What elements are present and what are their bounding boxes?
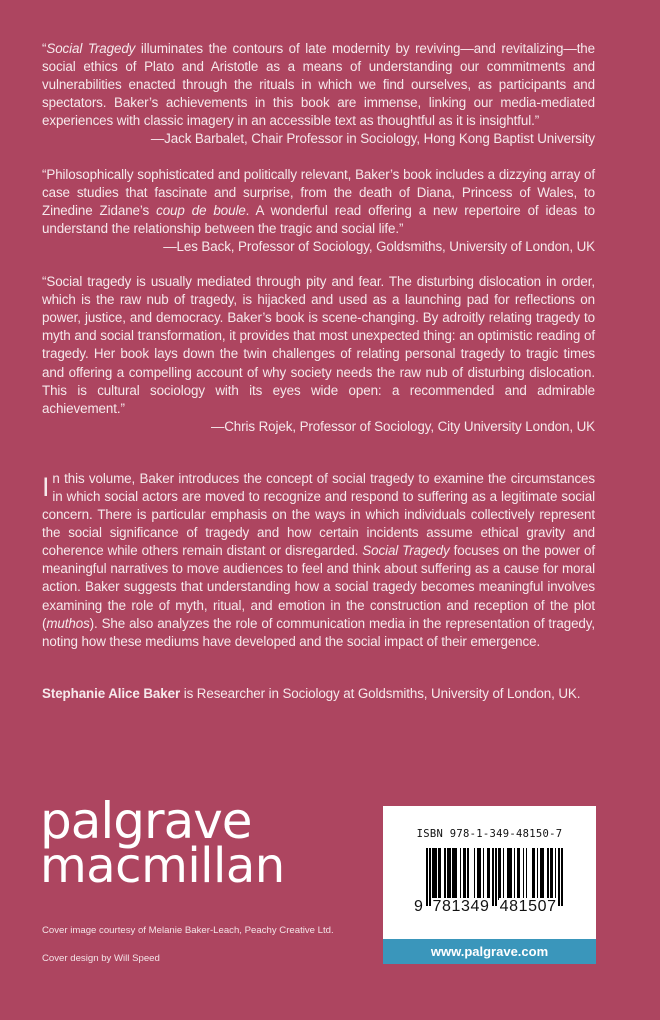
review-quote: “Social tragedy is usually mediated through pity and fear. The disturbing dislocation in order, which is the raw nub of tragedy, is hijacked and used as a launching pad for reflections on power, justice, and democracy. Baker’s book is scene-changing. By adroitly relating tragedy to myth and social transformation, it provides that most unexpected thing: an optimistic reading of tragedy. Her book lays down the twin challenges of relating personal tragedy to tragic times and offering a compelling account of why society needs the raw nub of disturbing dislocation. This is cultural sociology with its eyes wide open: a recommended and admirable achievement.” xyxy=(42,274,595,416)
barcode-box xyxy=(383,806,596,964)
book-title-italic: Social Tragedy xyxy=(46,41,136,56)
publisher-logo xyxy=(40,792,285,894)
review-text: “Philosophically sophisticated and politically relevant, Baker’s book includes a dizzying array of case studies that fascinate and surprise, from the death of Diana, Princess of Wales, to Zinedine Zidane’s xyxy=(42,166,595,218)
review-text: illuminates the contours of late modernity by reviving—and revitalizing—the social ethics of Plato and Aristotle as a means of understanding our commitments and vulnerabilities enacted through the rituals in which we find ourselves, as participants and spectators. Baker’s achievements in this book are immense, linking our media-mediated experiences with classic imagery in an accessible text as thoughtful as it is insightful.” xyxy=(42,41,596,129)
review-attribution: —Chris Rojek, Professor of Sociology, City University London, UK xyxy=(210,418,595,434)
italic-phrase: coup de boule xyxy=(156,202,246,218)
bio-text: is Researcher in Sociology at Goldsmiths, University of London, UK. xyxy=(180,685,581,701)
review-text: . A wonderful read offering a new repertoire of ideas to understand the relationship between the tragic and social life.” xyxy=(42,202,595,236)
review-rojek xyxy=(42,273,595,436)
review-back xyxy=(42,166,595,256)
description-text: n this volume, Baker introduces the concept of social tragedy to examine the circumstances in which social actors are moved to recognize and respond to suffering as a legitimate social concern. There is particular emphasis on the ways in which individuals collectively represent the social significance of tragedy and how certain incidents assume ethical gravity and coherence while others remain distant or disregarded. xyxy=(42,470,595,559)
cover-image-credit: Cover image courtesy of Melanie Baker-Leach, Peachy Creative Ltd. xyxy=(42,925,334,936)
ean-first-digit: 9 xyxy=(414,898,424,915)
back-cover-text xyxy=(42,40,595,716)
publisher-url[interactable]: www.palgrave.com xyxy=(383,939,596,964)
ean-left-group: 781349 xyxy=(432,898,490,915)
description-text: ). She also analyzes the role of communication media in the representation of tragedy, noting how these mediums have developed and the social impact of their emergence. xyxy=(42,615,595,649)
drop-cap: I xyxy=(42,471,50,502)
author-name: Stephanie Alice Baker xyxy=(42,685,181,701)
book-description xyxy=(42,470,595,651)
review-attribution: —Jack Barbalet, Chair Professor in Sociology, Hong Kong Baptist University xyxy=(150,131,595,147)
review-quote xyxy=(42,166,595,238)
italic-term: muthos xyxy=(46,615,90,631)
review-attribution: —Les Back, Professor of Sociology, Goldsmiths, University of London, UK xyxy=(163,238,595,254)
review-barbalet xyxy=(42,40,595,149)
logo-line-palgrave: palgrave xyxy=(40,792,252,850)
description-text: focuses on the power of meaningful narratives to move audiences to feel and think about suffering as a cause for moral action. Baker suggests that understanding how a social tragedy becomes meaningful involves examining the role of myth, ritual, and emotion in the construction and reception of the plot ( xyxy=(42,543,596,631)
cover-credits xyxy=(42,925,334,965)
open-quote: “ xyxy=(42,41,47,56)
cover-design-credit: Cover design by Will Speed xyxy=(42,953,160,964)
logo-line-macmillan: macmillan xyxy=(40,838,285,894)
ean-digits xyxy=(413,898,558,916)
ean-right-group: 481507 xyxy=(499,898,557,915)
isbn-label: ISBN 978-1-349-48150-7 xyxy=(416,828,563,840)
review-quote xyxy=(42,40,595,130)
book-title-italic: Social Tragedy xyxy=(362,543,450,559)
author-bio xyxy=(42,685,595,703)
